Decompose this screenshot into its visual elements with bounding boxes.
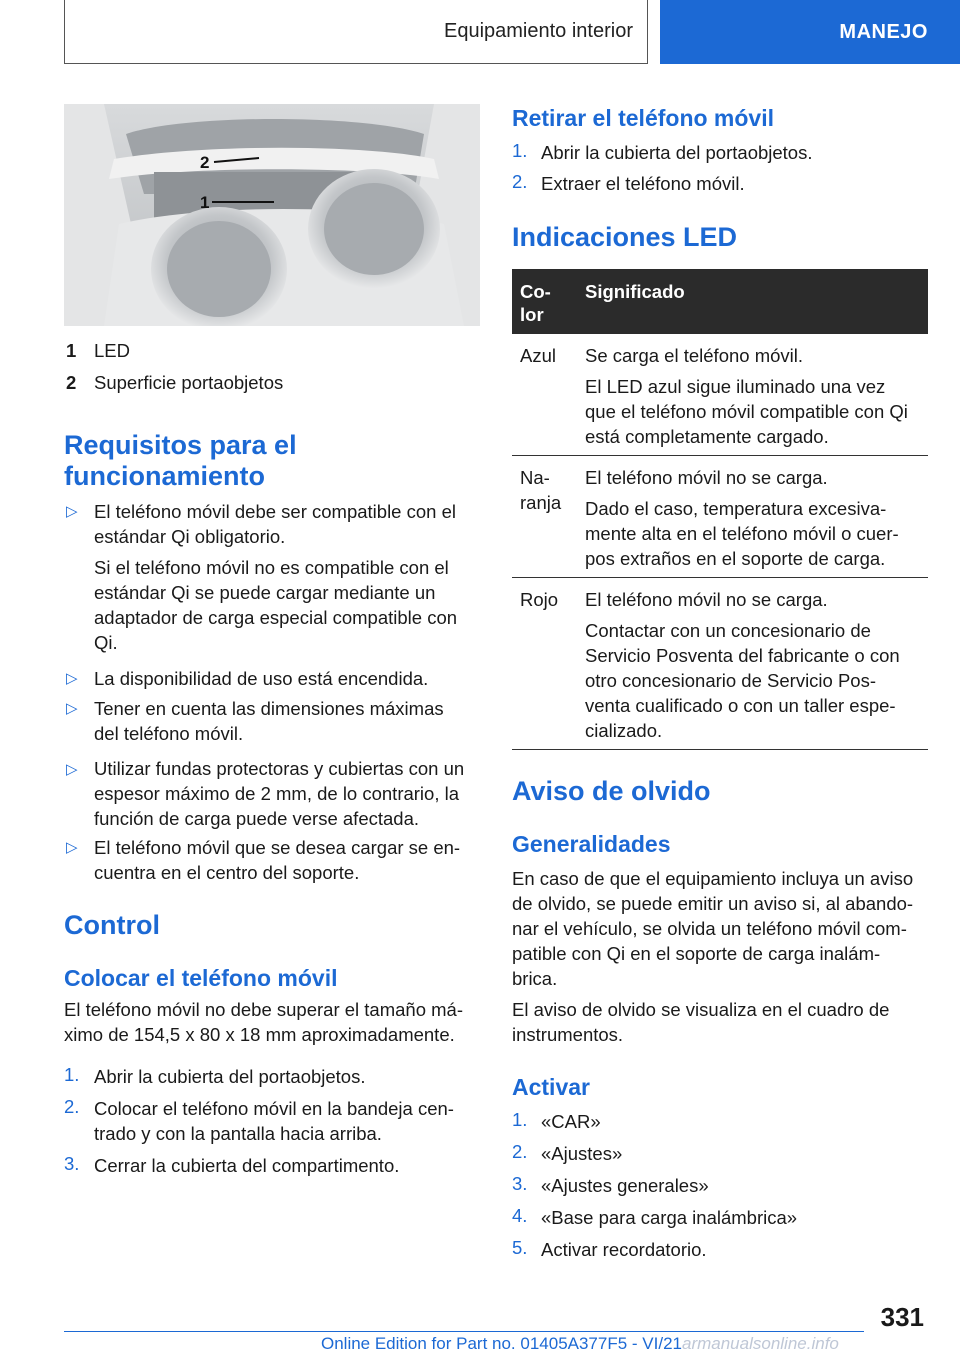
heading-activar: Activar <box>512 1074 590 1100</box>
table-cell-meaning: está completamente cargado. <box>585 426 829 447</box>
legend-num-1: 1 <box>66 340 77 361</box>
req-line: Qi. <box>94 632 118 653</box>
legend-text-1: LED <box>94 340 130 361</box>
table-cell-color: Azul <box>520 345 556 366</box>
table-cell-meaning: El teléfono móvil no se carga. <box>585 467 828 488</box>
generalidades-text: En caso de que el equipamiento incluya un aviso <box>512 868 914 889</box>
step-number: 3. <box>512 1173 528 1194</box>
table-row-divider <box>512 577 928 578</box>
generalidades-text: nar el vehículo, se olvida un teléfono móvil com- <box>512 918 907 939</box>
colocar-text: ximo de 154,5 x 80 x 18 mm aproximadamente. <box>64 1024 455 1045</box>
step-number: 1. <box>512 1109 528 1130</box>
footer-edition: Online Edition for Part no. 01405A377F5 - VI/21 <box>320 1334 682 1353</box>
req-line: estándar Qi obligatorio. <box>94 526 286 547</box>
step-number: 4. <box>512 1205 528 1226</box>
legend-num-2: 2 <box>66 372 77 393</box>
step-text: «CAR» <box>541 1111 601 1132</box>
step-text: Abrir la cubierta del portaobjetos. <box>541 142 813 163</box>
table-cell-color: Na- <box>520 467 550 488</box>
table-cell-meaning: Dado el caso, temperatura excesiva- <box>585 498 887 519</box>
step-text: Activar recordatorio. <box>541 1239 707 1260</box>
running-header-chapter <box>660 0 960 64</box>
running-header-section <box>64 0 648 64</box>
table-row-divider <box>512 749 928 750</box>
heading-aviso-de-olvido: Aviso de olvido <box>512 776 711 806</box>
step-number: 1. <box>64 1064 80 1085</box>
req-line: Utilizar fundas protectoras y cubiertas con un <box>94 758 465 779</box>
req-line: espesor máximo de 2 mm, de lo contrario, la <box>94 783 460 804</box>
table-cell-meaning: Se carga el teléfono móvil. <box>585 345 804 366</box>
generalidades-text: brica. <box>512 968 558 989</box>
table-cell-meaning: otro concesionario de Servicio Pos- <box>585 670 877 691</box>
heading-indicaciones-led: Indicaciones LED <box>512 222 738 252</box>
header-color-line1: Co- <box>520 281 551 302</box>
generalidades-text: instrumentos. <box>512 1024 624 1045</box>
step-text: «Ajustes» <box>541 1143 623 1164</box>
chapter-title: MANEJO <box>839 20 928 43</box>
table-cell-color: Rojo <box>520 589 559 610</box>
triangle-right-outline-icon: ▷ <box>66 761 78 778</box>
req-line: Tener en cuenta las dimensiones máximas <box>94 698 444 719</box>
header-color-line2: lor <box>520 304 544 325</box>
step-number: 3. <box>64 1153 80 1174</box>
heading-retirar: Retirar el teléfono móvil <box>512 105 775 131</box>
req-line: adaptador de carga especial compatible con <box>94 607 458 628</box>
colocar-text: El teléfono móvil no debe superar el tamaño má- <box>64 999 463 1020</box>
heading-requisitos-line1: Requisitos para el <box>64 430 297 460</box>
step-text: trado y con la pantalla hacia arriba. <box>94 1123 382 1144</box>
req-line: La disponibilidad de uso está encendida. <box>94 668 429 689</box>
req-line: Si el teléfono móvil no es compatible con el <box>94 557 449 578</box>
triangle-right-outline-icon: ▷ <box>66 700 78 717</box>
table-cell-color: ranja <box>520 492 562 513</box>
step-text: Abrir la cubierta del portaobjetos. <box>94 1066 366 1087</box>
req-line: El teléfono móvil debe ser compatible con el <box>94 501 456 522</box>
heading-colocar: Colocar el teléfono móvil <box>64 965 338 991</box>
heading-requisitos <box>64 430 297 492</box>
triangle-right-outline-icon: ▷ <box>66 503 78 520</box>
table-cell-meaning: Servicio Posventa del fabricante o con <box>585 645 900 666</box>
step-number: 1. <box>512 140 528 161</box>
table-cell-meaning: El LED azul sigue iluminado una vez <box>585 376 886 397</box>
req-line: función de carga puede verse afectada. <box>94 808 420 829</box>
table-cell-meaning: El teléfono móvil no se carga. <box>585 589 828 610</box>
table-cell-meaning: pos extraños en el soporte de carga. <box>585 548 886 569</box>
step-text: «Base para carga inalámbrica» <box>541 1207 798 1228</box>
step-number: 2. <box>512 171 528 192</box>
table-cell-meaning: que el teléfono móvil compatible con Qi <box>585 401 908 422</box>
callout-1: 1 <box>200 193 210 212</box>
step-text: Cerrar la cubierta del compartimento. <box>94 1155 400 1176</box>
heading-requisitos-line2: funcionamiento <box>64 461 265 491</box>
step-text: Colocar el teléfono móvil en la bandeja cen- <box>94 1098 454 1119</box>
footer-rule <box>64 1331 864 1332</box>
step-number: 2. <box>64 1096 80 1117</box>
req-line: del teléfono móvil. <box>94 723 244 744</box>
table-cell-meaning: cializado. <box>585 720 663 741</box>
generalidades-text: El aviso de olvido se visualiza en el cuadro de <box>512 999 890 1020</box>
generalidades-text: patible con Qi en el soporte de carga inalám- <box>512 943 881 964</box>
req-line: estándar Qi se puede cargar mediante un <box>94 582 436 603</box>
step-number: 5. <box>512 1237 528 1258</box>
callout-2: 2 <box>200 153 210 172</box>
req-line: El teléfono móvil que se desea cargar se en- <box>94 837 461 858</box>
triangle-right-outline-icon: ▷ <box>66 670 78 687</box>
legend-text-2: Superficie portaobjetos <box>94 372 284 393</box>
step-text: Extraer el teléfono móvil. <box>541 173 745 194</box>
section-title: Equipamiento interior <box>444 20 633 42</box>
console-illustration <box>64 104 480 326</box>
req-line: cuentra en el centro del soporte. <box>94 862 360 883</box>
step-text: «Ajustes generales» <box>541 1175 709 1196</box>
step-number: 2. <box>512 1141 528 1162</box>
table-cell-meaning: mente alta en el teléfono móvil o cuer- <box>585 523 899 544</box>
table-header <box>512 269 928 334</box>
table-row-divider <box>512 455 928 456</box>
header-meaning: Significado <box>585 281 685 302</box>
page-number: 331 <box>880 1302 924 1332</box>
watermark: armanualsonline.info <box>682 1334 839 1353</box>
heading-generalidades: Generalidades <box>512 831 671 857</box>
triangle-right-outline-icon: ▷ <box>66 839 78 856</box>
heading-control: Control <box>64 910 160 940</box>
table-cell-meaning: venta cualificado o con un taller espe- <box>585 695 896 716</box>
console-photo <box>64 104 480 326</box>
generalidades-text: de olvido, se puede emitir un aviso si, al abando- <box>512 893 914 914</box>
table-cell-meaning: Contactar con un concesionario de <box>585 620 871 641</box>
